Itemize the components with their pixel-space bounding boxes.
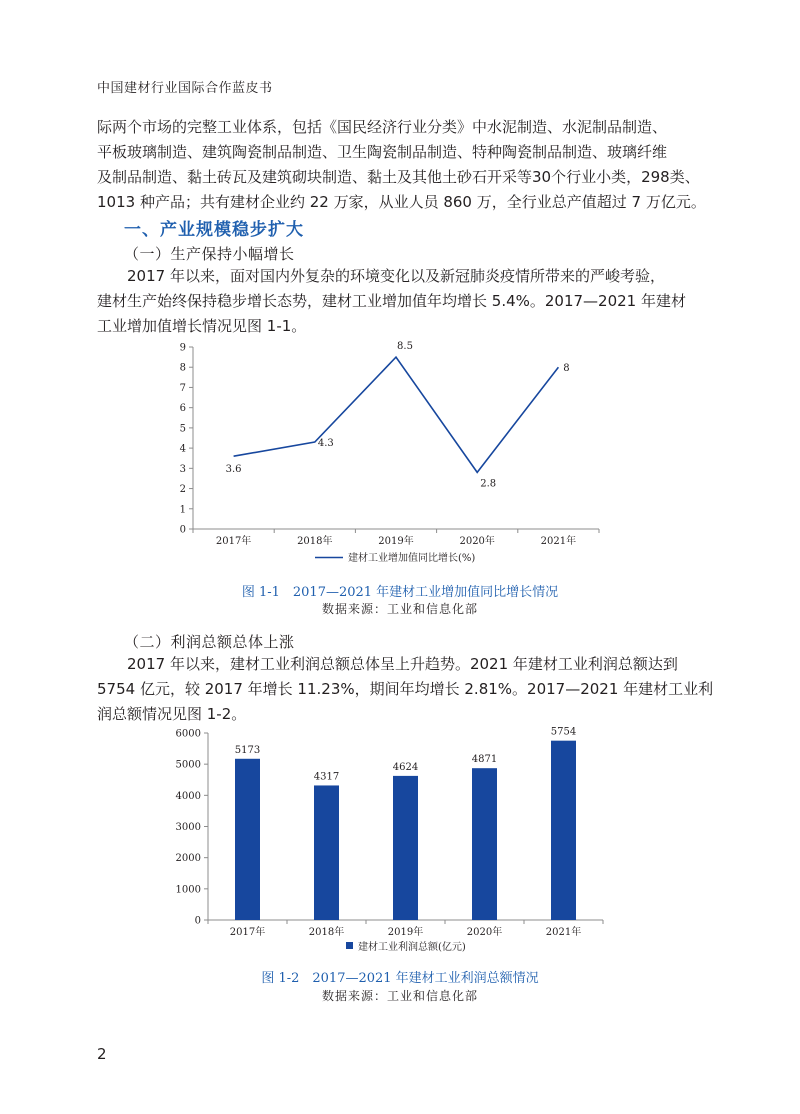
y-tick-label: 5 — [179, 423, 186, 435]
profit-paragraph — [97, 652, 714, 727]
y-tick-label: 6 — [179, 403, 186, 415]
paragraph-line: 建材生产始终保持稳步增长态势，建材工业增加值年均增长 5.4%。2017—2021 年建材 — [97, 292, 686, 310]
series-line-value-added-growth — [234, 357, 559, 472]
y-tick-label: 1000 — [175, 884, 201, 896]
bar-2020年 — [472, 768, 497, 920]
x-tick-label: 2019年 — [378, 536, 414, 547]
x-tick-label: 2021年 — [545, 927, 582, 938]
data-label: 4.3 — [317, 438, 334, 450]
running-header: 中国建材行业国际合作蓝皮书 — [97, 81, 273, 96]
data-label: 4624 — [392, 761, 419, 773]
data-label: 4317 — [313, 771, 340, 783]
x-tick-label: 2018年 — [308, 927, 345, 938]
bar-2019年 — [393, 776, 418, 920]
production-paragraph — [97, 264, 697, 339]
data-label: 5754 — [550, 726, 577, 738]
y-tick-label: 6000 — [175, 728, 201, 740]
y-tick-label: 0 — [194, 915, 201, 927]
paragraph-line: 际两个市场的完整工业体系，包括《国民经济行业分类》中水泥制造、水泥制品制造、 — [97, 118, 668, 136]
y-tick-label: 4000 — [175, 790, 201, 802]
data-label: 3.6 — [225, 464, 242, 476]
subsection-heading-production: （一）生产保持小幅增长 — [124, 245, 295, 263]
data-label: 8.5 — [397, 341, 413, 353]
data-label: 4871 — [471, 754, 498, 766]
bar-2017年 — [235, 759, 260, 920]
y-tick-label: 4 — [179, 443, 186, 455]
legend-label: 建材工业增加值同比增长(%) — [348, 553, 476, 564]
y-tick-label: 0 — [179, 524, 186, 536]
y-tick-label: 8 — [179, 362, 186, 374]
y-tick-label: 3000 — [175, 822, 201, 833]
figure-1-1-source: 数据来源：工业和信息化部 — [321, 602, 478, 616]
bar-chart-total-profit — [0, 720, 800, 960]
figure-1-2-caption: 图 1-2 2017—2021 年建材工业利润总额情况 — [261, 971, 539, 986]
data-label: 8 — [563, 363, 570, 375]
section-heading: 一、产业规模稳步扩大 — [124, 220, 304, 240]
data-label: 2.8 — [480, 478, 497, 490]
line-chart-value-added-growth — [0, 335, 800, 575]
y-tick-label: 1 — [179, 504, 186, 516]
paragraph-line: 2017 年以来，面对国内外复杂的环境变化以及新冠肺炎疫情所带来的严峻考验， — [127, 267, 665, 285]
paragraph-line: 5754 亿元，较 2017 年增长 11.23%，期间年均增长 2.81%。2017—2021 年建材工业利 — [97, 680, 714, 698]
x-tick-label: 2020年 — [459, 536, 495, 547]
paragraph-line: 平板玻璃制造、建筑陶瓷制品制造、卫生陶瓷制品制造、特种陶瓷制品制造、玻璃纤维 — [97, 143, 668, 161]
x-tick-label: 2017年 — [215, 536, 252, 547]
x-tick-label: 2021年 — [540, 536, 577, 547]
page-number: 2 — [97, 1045, 107, 1063]
paragraph-line: 工业增加值增长情况见图 1-1。 — [97, 317, 307, 335]
y-tick-label: 9 — [179, 342, 186, 354]
x-tick-label: 2020年 — [466, 927, 503, 938]
figure-1-2-source: 数据来源：工业和信息化部 — [321, 989, 478, 1003]
y-tick-label: 5000 — [175, 759, 201, 771]
legend-label: 建材工业利润总额(亿元) — [358, 942, 466, 953]
x-tick-label: 2018年 — [297, 536, 333, 547]
y-tick-label: 2000 — [175, 853, 201, 865]
subsection-heading-profit: （二）利润总额总体上涨 — [124, 633, 295, 651]
paragraph-line: 2017 年以来，建材工业利润总额总体呈上升趋势。2021 年建材工业利润总额达到 — [127, 655, 678, 673]
bar-2021年 — [551, 741, 576, 920]
data-label: 5173 — [234, 744, 261, 756]
y-tick-label: 3 — [179, 463, 186, 475]
y-tick-label: 2 — [179, 484, 186, 496]
y-tick-label: 7 — [179, 382, 186, 394]
bar-2018年 — [314, 785, 339, 920]
paragraph-line: 1013 种产品；共有建材企业约 22 万家，从业人员 860 万，全行业总产值超过 7 万亿元。 — [97, 193, 706, 211]
paragraph-line: 润总额情况见图 1-2。 — [97, 705, 247, 723]
intro-paragraph — [97, 115, 706, 215]
x-tick-label: 2019年 — [387, 927, 424, 938]
x-tick-label: 2017年 — [229, 927, 266, 938]
paragraph-line: 及制品制造、黏土砖瓦及建筑砌块制造、黏土及其他土砂石开采等30个行业小类，298类、 — [97, 168, 700, 186]
legend-square-swatch — [346, 942, 353, 949]
figure-1-1-caption: 图 1-1 2017—2021 年建材工业增加值同比增长情况 — [241, 585, 559, 600]
